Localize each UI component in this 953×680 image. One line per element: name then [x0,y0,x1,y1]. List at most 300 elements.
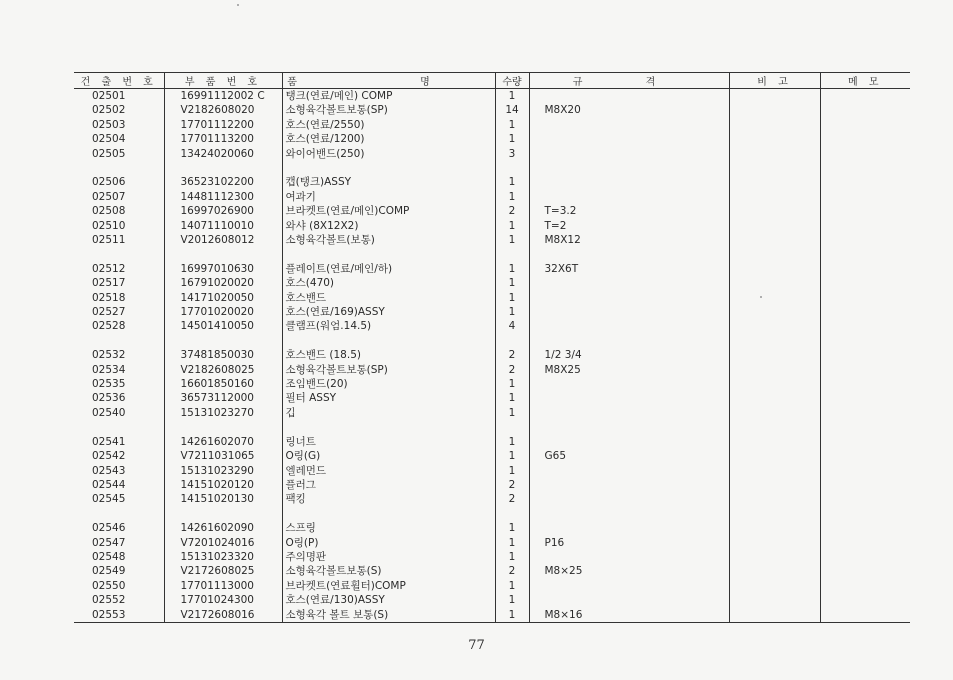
memo-cell [820,406,910,420]
quantity-cell: 2 [495,492,529,506]
part-number-cell: V7201024016 [164,536,282,550]
remarks-cell [729,521,820,535]
specification-cell: M8×16 [529,608,729,623]
part-number-cell: 14071110010 [164,219,282,233]
part-name-cell: O링(G) [282,449,495,463]
specification-cell: M8×25 [529,564,729,578]
item-number-cell: 02501 [92,90,126,102]
table-row [74,118,910,132]
remarks-cell [729,536,820,550]
part-name-cell: 소형육각볼트보통(S) [282,564,495,578]
memo-cell [820,579,910,593]
item-number-cell: 02505 [92,147,126,160]
quantity-cell: 1 [495,305,529,319]
empty-cell [282,420,495,434]
part-name-cell: 캡(탱크)ASSY [282,175,495,189]
memo-cell [820,521,910,535]
part-number-cell: 15131023270 [164,406,282,420]
table-row [74,377,910,391]
memo-cell [820,449,910,463]
part-number-cell: 14261602070 [164,435,282,449]
table-header-row [74,73,910,89]
page-number: 77 [468,638,485,653]
memo-cell [820,478,910,492]
empty-cell [74,334,164,348]
memo-cell [820,118,910,132]
part-number-cell: 36523102200 [164,175,282,189]
item-number-cell: 02527 [92,306,126,319]
part-number-cell: 15131023320 [164,550,282,564]
part-name-cell: 소형육각볼트보통(SP) [282,363,495,377]
empty-cell [282,507,495,521]
memo-cell [820,435,910,449]
part-number-cell: 16601850160 [164,377,282,391]
item-number-cell: 02528 [92,320,126,333]
part-number-cell: 37481850030 [164,348,282,362]
item-number-cell: 02552 [92,594,126,607]
memo-cell [820,536,910,550]
item-number-cell: 02532 [92,349,126,362]
part-name-cell: 엘레먼드 [282,464,495,478]
remarks-cell [729,435,820,449]
memo-cell [820,564,910,578]
specification-cell [529,319,729,333]
empty-cell [282,334,495,348]
quantity-cell: 2 [495,564,529,578]
memo-cell [820,377,910,391]
table-row [74,147,910,161]
quantity-cell: 1 [495,291,529,305]
remarks-cell [729,276,820,290]
part-name-cell: 호스(470) [282,276,495,290]
memo-cell [820,319,910,333]
table-row [74,391,910,405]
part-number-cell: 16997026900 [164,204,282,218]
empty-cell [74,420,164,434]
remarks-cell [729,593,820,607]
memo-cell [820,348,910,362]
part-number-cell: 16791020020 [164,276,282,290]
quantity-cell: 1 [495,449,529,463]
memo-cell [820,132,910,146]
remarks-cell [729,391,820,405]
specification-cell [529,391,729,405]
specification-cell [529,579,729,593]
table-row [74,564,910,578]
part-number-cell: 17701024300 [164,593,282,607]
remarks-cell [729,291,820,305]
remarks-cell [729,132,820,146]
empty-cell [74,247,164,261]
item-number-cell: 02550 [92,579,126,592]
empty-cell [164,507,282,521]
memo-cell [820,147,910,161]
header-item-number: 건 출 번 호 [74,73,164,89]
remarks-cell [729,118,820,132]
quantity-cell: 1 [495,464,529,478]
header-part-name: 품 명 [282,73,495,89]
remarks-cell [729,492,820,506]
part-number-cell: V2182608025 [164,363,282,377]
quantity-cell: 1 [495,89,529,104]
item-number-cell: 02544 [92,478,126,491]
part-number-cell: 13424020060 [164,147,282,161]
item-number-cell: 02510 [92,219,126,232]
empty-cell [164,161,282,175]
part-name-cell: 와이어밴드(250) [282,147,495,161]
empty-cell [74,161,164,175]
empty-cell [529,420,729,434]
parts-table [74,72,910,623]
table-row [74,492,910,506]
header-remarks: 비 고 [729,73,820,89]
quantity-cell: 2 [495,478,529,492]
header-memo: 메 모 [820,73,910,89]
specification-cell [529,305,729,319]
remarks-cell [729,377,820,391]
empty-cell [495,161,529,175]
quantity-cell: 1 [495,550,529,564]
group-spacer-row [74,161,910,175]
scan-speck [760,296,762,298]
empty-cell [729,247,820,261]
quantity-cell: 1 [495,608,529,623]
empty-cell [282,247,495,261]
empty-cell [495,334,529,348]
item-number-cell: 02545 [92,493,126,506]
item-number-cell: 02512 [92,262,126,275]
specification-cell [529,478,729,492]
empty-cell [529,247,729,261]
part-name-cell: 호스밴드 (18.5) [282,348,495,362]
part-number-cell: 14261602090 [164,521,282,535]
quantity-cell: 1 [495,132,529,146]
table-row [74,464,910,478]
item-number-cell: 02503 [92,118,126,131]
part-name-cell: 호스(연료/169)ASSY [282,305,495,319]
empty-cell [495,247,529,261]
memo-cell [820,219,910,233]
remarks-cell [729,449,820,463]
table-row [74,536,910,550]
remarks-cell [729,262,820,276]
item-number-cell: 02542 [92,450,126,463]
memo-cell [820,608,910,623]
quantity-cell: 1 [495,118,529,132]
part-number-cell: 14151020120 [164,478,282,492]
table-row [74,593,910,607]
item-number-cell: 02502 [92,104,126,117]
quantity-cell: 1 [495,391,529,405]
table-row [74,521,910,535]
empty-cell [820,334,910,348]
item-number-cell: 02507 [92,190,126,203]
empty-cell [164,420,282,434]
remarks-cell [729,103,820,117]
memo-cell [820,204,910,218]
specification-cell: G65 [529,449,729,463]
table-row [74,305,910,319]
header-quantity: 수량 [495,73,529,89]
specification-cell [529,435,729,449]
part-name-cell: 소형육각볼트보통(SP) [282,103,495,117]
quantity-cell: 1 [495,435,529,449]
empty-cell [282,161,495,175]
item-number-cell: 02541 [92,435,126,448]
remarks-cell [729,579,820,593]
memo-cell [820,175,910,189]
empty-cell [74,507,164,521]
group-spacer-row [74,334,910,348]
item-number-cell: 02548 [92,550,126,563]
remarks-cell [729,348,820,362]
empty-cell [820,507,910,521]
remarks-cell [729,233,820,247]
memo-cell [820,233,910,247]
part-number-cell: 17701112200 [164,118,282,132]
memo-cell [820,103,910,117]
part-name-cell: 탱크(연료/메인) COMP [282,89,495,104]
quantity-cell: 1 [495,536,529,550]
empty-cell [820,247,910,261]
specification-cell: M8X12 [529,233,729,247]
empty-cell [820,161,910,175]
parts-table-body [74,89,910,623]
memo-cell [820,89,910,104]
table-row [74,550,910,564]
empty-cell [729,161,820,175]
part-number-cell: V2172608025 [164,564,282,578]
specification-cell: 32X6T [529,262,729,276]
table-row [74,132,910,146]
part-name-cell: 깁 [282,406,495,420]
remarks-cell [729,464,820,478]
part-name-cell: 브라켓트(연료휠터)COMP [282,579,495,593]
specification-cell [529,593,729,607]
quantity-cell: 14 [495,103,529,117]
quantity-cell: 4 [495,319,529,333]
table-row [74,103,910,117]
table-row [74,262,910,276]
table-row [74,276,910,290]
part-name-cell: 주의명판 [282,550,495,564]
part-name-cell: 브라켓트(연료/메인)COMP [282,204,495,218]
quantity-cell: 1 [495,521,529,535]
table-row [74,449,910,463]
part-name-cell: 호스(연료/130)ASSY [282,593,495,607]
memo-cell [820,291,910,305]
quantity-cell: 1 [495,276,529,290]
header-part-number: 부 품 번 호 [164,73,282,89]
part-number-cell: V2012608012 [164,233,282,247]
specification-cell: T=2 [529,219,729,233]
item-number-cell: 02534 [92,363,126,376]
quantity-cell: 1 [495,175,529,189]
remarks-cell [729,305,820,319]
empty-cell [164,247,282,261]
part-number-cell: 16997010630 [164,262,282,276]
table-row [74,204,910,218]
empty-cell [495,507,529,521]
part-name-cell: 링너트 [282,435,495,449]
remarks-cell [729,363,820,377]
remarks-cell [729,319,820,333]
part-number-cell: 14171020050 [164,291,282,305]
quantity-cell: 1 [495,262,529,276]
header-specification: 규 격 [529,73,729,89]
part-name-cell: 호스밴드 [282,291,495,305]
part-name-cell: 소형육각볼트(보통) [282,233,495,247]
memo-cell [820,593,910,607]
quantity-cell: 3 [495,147,529,161]
part-number-cell: 14501410050 [164,319,282,333]
part-number-cell: 14151020130 [164,492,282,506]
part-name-cell: 플레이트(연료/메인/하) [282,262,495,276]
memo-cell [820,276,910,290]
remarks-cell [729,478,820,492]
part-name-cell: 클램프(워엄.14.5) [282,319,495,333]
part-number-cell: 14481112300 [164,190,282,204]
table-row [74,89,910,104]
item-number-cell: 02504 [92,133,126,146]
part-name-cell: 소형육각 볼트 보통(S) [282,608,495,623]
quantity-cell: 1 [495,377,529,391]
quantity-cell: 1 [495,406,529,420]
memo-cell [820,363,910,377]
specification-cell [529,464,729,478]
table-row [74,579,910,593]
specification-cell [529,132,729,146]
specification-cell [529,276,729,290]
specification-cell [529,521,729,535]
item-number-cell: 02535 [92,378,126,391]
part-name-cell: O링(P) [282,536,495,550]
quantity-cell: 1 [495,219,529,233]
part-name-cell: 팩킹 [282,492,495,506]
table-row [74,348,910,362]
part-number-cell: 15131023290 [164,464,282,478]
item-number-cell: 02553 [74,608,164,623]
remarks-cell [729,550,820,564]
table-row [74,608,910,623]
table-row [74,190,910,204]
table-row [74,435,910,449]
item-number-cell: 02518 [92,291,126,304]
item-number-cell: 02517 [92,277,126,290]
quantity-cell: 2 [495,363,529,377]
part-number-cell: 17701113200 [164,132,282,146]
specification-cell [529,118,729,132]
remarks-cell [729,89,820,104]
part-name-cell: 필터 ASSY [282,391,495,405]
specification-cell [529,89,729,104]
remarks-cell [729,175,820,189]
quantity-cell: 1 [495,593,529,607]
empty-cell [495,420,529,434]
table-row [74,319,910,333]
quantity-cell: 2 [495,204,529,218]
part-number-cell: 17701113000 [164,579,282,593]
specification-cell [529,377,729,391]
empty-cell [164,334,282,348]
remarks-cell [729,147,820,161]
part-name-cell: 여과기 [282,190,495,204]
item-number-cell: 02506 [92,176,126,189]
empty-cell [529,507,729,521]
remarks-cell [729,190,820,204]
table-row [74,406,910,420]
specification-cell [529,492,729,506]
table-row [74,363,910,377]
item-number-cell: 02511 [92,234,126,247]
remarks-cell [729,219,820,233]
memo-cell [820,190,910,204]
part-name-cell: 호스(연료/1200) [282,132,495,146]
part-name-cell: 와샤 (8X12X2) [282,219,495,233]
quantity-cell: 1 [495,233,529,247]
item-number-cell: 02549 [92,565,126,578]
specification-cell [529,406,729,420]
part-name-cell: 플러그 [282,478,495,492]
quantity-cell: 1 [495,190,529,204]
item-number-cell: 02540 [92,406,126,419]
specification-cell: 1/2 3/4 [529,348,729,362]
quantity-cell: 1 [495,579,529,593]
part-number-cell: V7211031065 [164,449,282,463]
specification-cell: M8X20 [529,103,729,117]
part-number-cell: V2172608016 [164,608,282,623]
table-row [74,291,910,305]
memo-cell [820,305,910,319]
item-number-cell: 02543 [92,464,126,477]
specification-cell: T=3.2 [529,204,729,218]
memo-cell [820,492,910,506]
remarks-cell [729,564,820,578]
empty-cell [820,420,910,434]
table-row [74,219,910,233]
empty-cell [729,507,820,521]
remarks-cell [729,608,820,623]
memo-cell [820,262,910,276]
part-name-cell: 스프링 [282,521,495,535]
part-name-cell: 조임밴드(20) [282,377,495,391]
specification-cell [529,175,729,189]
memo-cell [820,464,910,478]
memo-cell [820,550,910,564]
item-number-cell: 02546 [92,522,126,535]
item-number-cell: 02536 [92,392,126,405]
empty-cell [729,420,820,434]
part-number-cell: 16991112002 C [164,89,282,104]
specification-cell: M8X25 [529,363,729,377]
remarks-cell [729,204,820,218]
part-number-cell: 36573112000 [164,391,282,405]
part-number-cell: V2182608020 [164,103,282,117]
specification-cell [529,147,729,161]
table-row [74,478,910,492]
group-spacer-row [74,507,910,521]
empty-cell [729,334,820,348]
table-row [74,233,910,247]
specification-cell [529,190,729,204]
table-row [74,175,910,189]
part-name-cell: 호스(연료/2550) [282,118,495,132]
quantity-cell: 2 [495,348,529,362]
remarks-cell [729,406,820,420]
item-number-cell: 02547 [92,536,126,549]
item-number-cell: 02508 [92,205,126,218]
group-spacer-row [74,247,910,261]
